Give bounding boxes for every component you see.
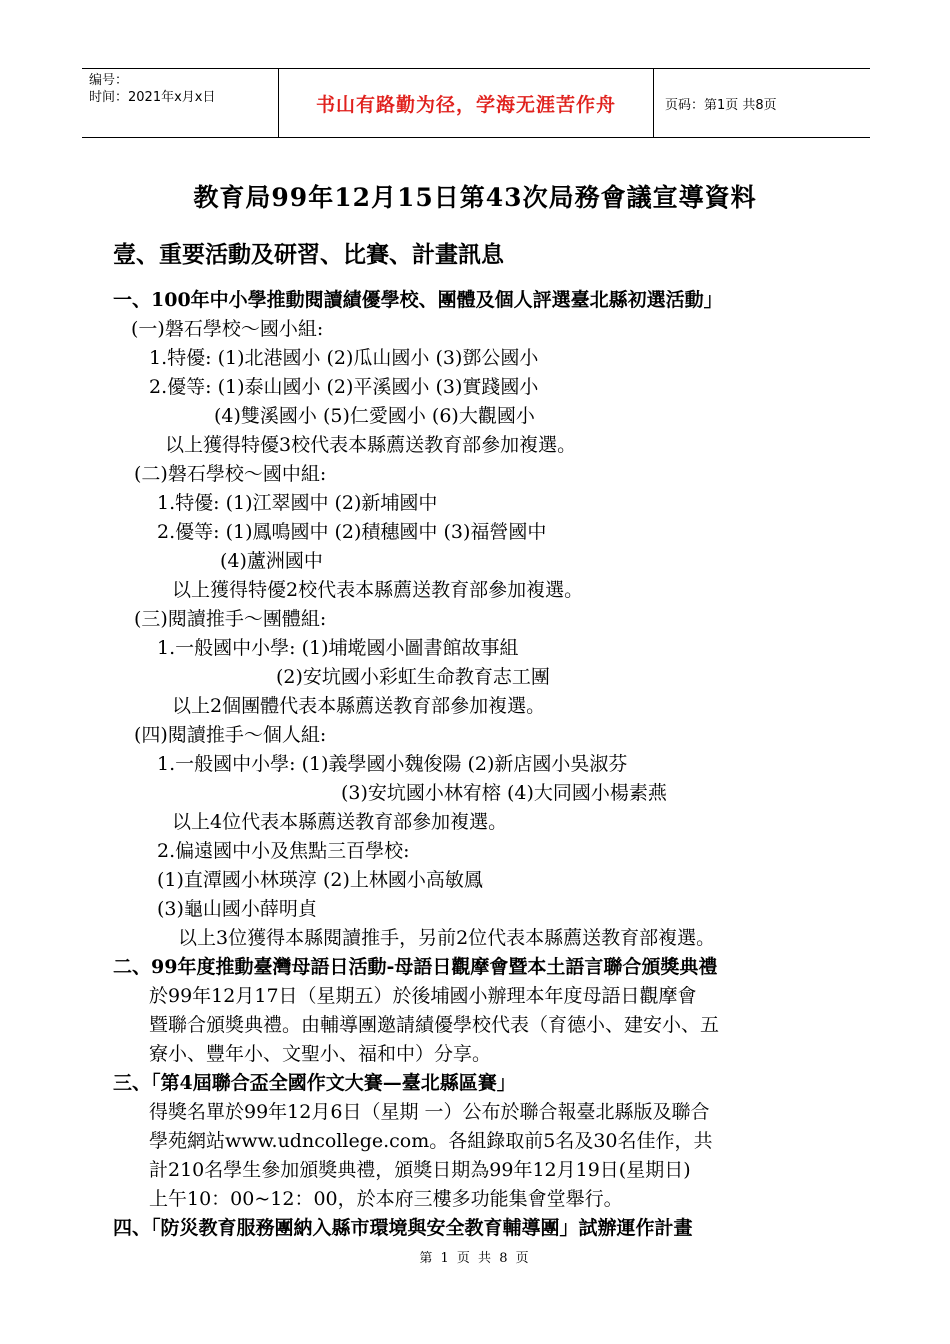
section-heading: 壹、重要活動及研習、比賽、計畫訊息 bbox=[113, 241, 504, 268]
body-line: (三)閱讀推手～團體組: bbox=[134, 608, 327, 630]
body-line: 上午10：00~12：00，於本府三樓多功能集會堂舉行。 bbox=[149, 1188, 623, 1210]
body-line: 1.特優: (1)北港國小 (2)瓜山國小 (3)鄧公國小 bbox=[149, 347, 539, 369]
body-line: 學苑網站www.udncollege.com。各組錄取前5名及30名佳作，共 bbox=[149, 1130, 713, 1152]
header-motto: 书山有路勤为径，学海无涯苦作舟 bbox=[279, 69, 654, 137]
body-line: (二)磐石學校～國中組: bbox=[134, 463, 327, 485]
body-line: (4)雙溪國小 (5)仁愛國小 (6)大觀國小 bbox=[214, 405, 535, 427]
body-line: (4)蘆洲國中 bbox=[220, 550, 323, 572]
header-table bbox=[82, 68, 870, 138]
body-line: 於99年12月17日（星期五）於後埔國小辦理本年度母語日觀摩會 bbox=[149, 985, 697, 1007]
body-line: 計210名學生參加頒獎典禮，頒獎日期為99年12月19日(星期日) bbox=[149, 1159, 691, 1181]
body-line: 2.偏遠國中小及焦點三百學校: bbox=[157, 840, 410, 862]
body-line: 以上2個團體代表本縣薦送教育部參加複選。 bbox=[172, 695, 546, 717]
item-heading-2: 二、99年度推動臺灣母語日活動-母語日觀摩會暨本土語言聯合頒獎典禮 bbox=[113, 956, 718, 978]
body-line: (四)閱讀推手～個人組: bbox=[134, 724, 327, 746]
header-meta-cell bbox=[82, 69, 279, 137]
body-line: 以上獲得特優2校代表本縣薦送教育部參加複選。 bbox=[172, 579, 584, 601]
body-line: 以上4位代表本縣薦送教育部參加複選。 bbox=[172, 811, 508, 833]
body-line: (3)安坑國小林宥榕 (4)大同國小楊素燕 bbox=[341, 782, 667, 804]
body-line: 以上獲得特優3校代表本縣薦送教育部參加複選。 bbox=[165, 434, 577, 456]
item-heading-1: 一、100年中小學推動閱讀績優學校、團體及個人評選臺北縣初選活動」 bbox=[113, 289, 723, 311]
item-heading-3: 三、「第4屆聯合盃全國作文大賽—臺北縣區賽」 bbox=[113, 1072, 516, 1094]
page-footer: 第 1 页 共 8 页 bbox=[419, 1251, 531, 1266]
body-line: (3)龜山國小薛明貞 bbox=[157, 898, 317, 920]
body-line: (1)直潭國小林瑛淳 (2)上林國小高敏鳳 bbox=[157, 869, 483, 891]
header-page-info: 页码：第1页 共8页 bbox=[665, 97, 777, 113]
body-line: 1.特優: (1)江翠國中 (2)新埔國中 bbox=[157, 492, 438, 514]
time-label: 时间：2021年x月x日 bbox=[89, 90, 216, 105]
body-line: 以上3位獲得本縣閱讀推手，另前2位代表本縣薦送教育部複選。 bbox=[178, 927, 716, 949]
body-line: 得獎名單於99年12月6日（星期 一）公布於聯合報臺北縣版及聯合 bbox=[149, 1101, 710, 1123]
body-line: 寮小、豐年小、文聖小、福和中）分享。 bbox=[149, 1043, 492, 1065]
body-line: (2)安坑國小彩虹生命教育志工團 bbox=[276, 666, 550, 688]
body-line: 2.優等: (1)鳳鳴國中 (2)積穗國中 (3)福營國中 bbox=[157, 521, 547, 543]
document-title: 教育局99年12月15日第43次局務會議宣導資料 bbox=[193, 183, 757, 212]
item-heading-4: 四、「防災教育服務團納入縣市環境與安全教育輔導團」試辦運作計畫 bbox=[113, 1217, 693, 1239]
body-line: 暨聯合頒獎典禮。由輔導團邀請績優學校代表（育德小、建安小、五 bbox=[149, 1014, 720, 1036]
number-label: 编号： bbox=[89, 73, 129, 88]
body-line: (一)磐石學校～國小組: bbox=[131, 318, 324, 340]
body-line: 1.一般國中小學: (1)埔墘國小圖書館故事組 bbox=[157, 637, 519, 659]
body-line: 2.優等: (1)泰山國小 (2)平溪國小 (3)實踐國小 bbox=[149, 376, 539, 398]
body-line: 1.一般國中小學: (1)義學國小魏俊陽 (2)新店國小吳淑芬 bbox=[157, 753, 628, 775]
